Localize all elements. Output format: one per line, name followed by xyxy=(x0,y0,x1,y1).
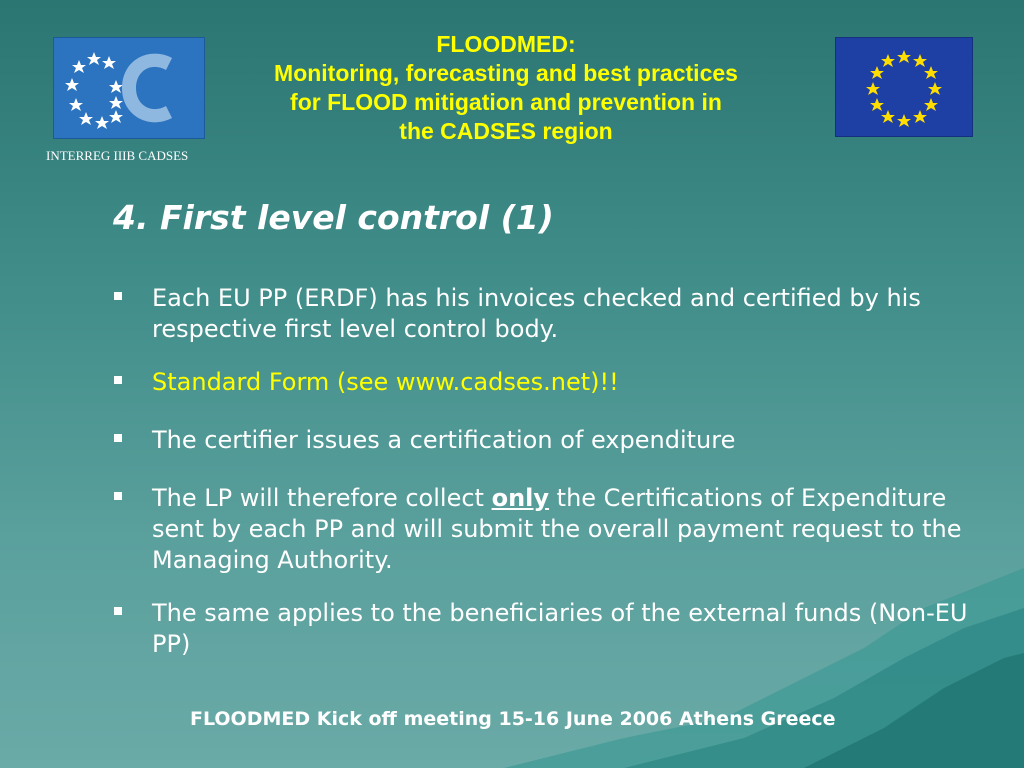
slide-title xyxy=(214,30,798,146)
bullet-text-after: the Certifications of Expenditure sent by each PP and will submit the overall payment request to the Managing Authority. xyxy=(152,484,962,574)
bullet-text-before: The LP will therefore collect xyxy=(152,484,492,512)
square-bullet-icon xyxy=(114,292,122,300)
square-bullet-icon xyxy=(114,492,122,500)
title-line: for FLOOD mitigation and prevention in xyxy=(290,89,722,115)
bullet-text: The certifier issues a certification of expenditure xyxy=(152,426,736,454)
list-item xyxy=(114,367,974,398)
title-line: the CADSES region xyxy=(399,118,613,144)
interreg-cadses-logo-icon xyxy=(53,37,205,139)
title-line: FLOODMED: xyxy=(436,31,576,57)
list-item xyxy=(114,483,974,576)
list-item xyxy=(114,598,974,660)
org-label: INTERREG IIIB CADSES xyxy=(46,148,189,163)
bullet-text xyxy=(152,484,961,574)
square-bullet-icon xyxy=(114,607,122,615)
bullet-text: Standard Form (see www.cadses.net)!! xyxy=(152,368,619,396)
slide-footer: FLOODMED Kick off meeting 15-16 June 2006 Athens Greece xyxy=(190,708,836,730)
bullet-text: The same applies to the beneficiaries of the external funds (Non-EU PP) xyxy=(152,599,968,658)
title-line: Monitoring, forecasting and best practices xyxy=(274,60,738,86)
section-heading: 4. First level control (1) xyxy=(113,198,554,237)
list-item xyxy=(114,425,974,456)
square-bullet-icon xyxy=(114,376,122,384)
square-bullet-icon xyxy=(114,434,122,442)
bullet-text: Each EU PP (ERDF) has his invoices checked and certified by his respective first level control body. xyxy=(152,284,921,343)
eu-flag-icon xyxy=(835,37,973,137)
emphasis-text: only xyxy=(491,484,550,512)
list-item xyxy=(114,283,974,345)
bullet-list xyxy=(114,283,974,660)
